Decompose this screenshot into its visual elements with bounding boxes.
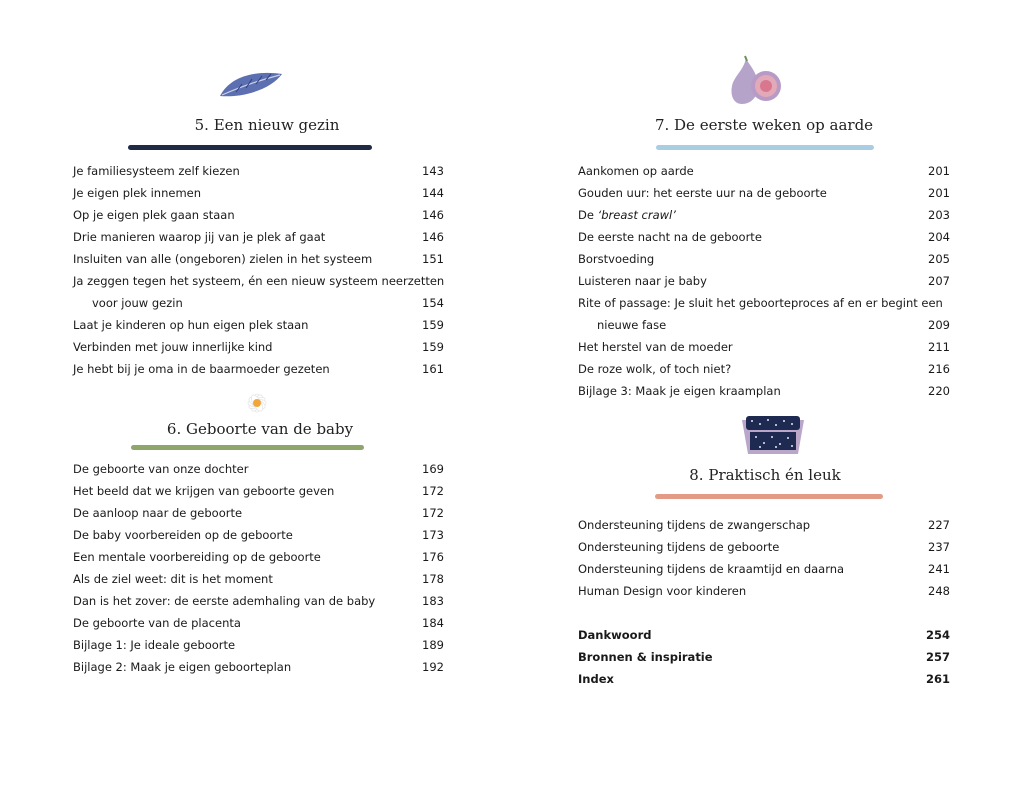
daisy-icon: [240, 386, 274, 420]
toc-entry[interactable]: Rite of passage: Je sluit het geboorteproces af en er begint een: [578, 296, 943, 310]
toc-entry[interactable]: Human Design voor kinderen 248: [578, 584, 950, 598]
toc-entry[interactable]: Als de ziel weet: dit is het moment 178: [73, 572, 444, 586]
section-7-underline: [656, 145, 874, 150]
toc-entry[interactable]: Insluiten van alle (ongeboren) zielen in het systeem 151: [73, 252, 444, 266]
toc-entry[interactable]: Gouden uur: het eerste uur na de geboorte 201: [578, 186, 950, 200]
toc-entry[interactable]: De geboorte van de placenta 184: [73, 616, 444, 630]
toc-entry[interactable]: De ‘breast crawl’ 203: [578, 208, 950, 222]
right-page: [512, 0, 1024, 788]
toc-entry-bronnen[interactable]: Bronnen & inspiratie 257: [578, 650, 950, 664]
section-8-underline: [655, 494, 883, 499]
toc-entry[interactable]: De baby voorbereiden op de geboorte 173: [73, 528, 444, 542]
toc-entry[interactable]: Borstvoeding 205: [578, 252, 950, 266]
toc-entry[interactable]: Ondersteuning tijdens de geboorte 237: [578, 540, 950, 554]
toc-entry[interactable]: Het herstel van de moeder 211: [578, 340, 950, 354]
toc-entry[interactable]: Ondersteuning tijdens de zwangerschap 227: [578, 518, 950, 532]
toc-entry[interactable]: De aanloop naar de geboorte 172: [73, 506, 444, 520]
toc-entry-continuation[interactable]: nieuwe fase 209: [597, 318, 950, 332]
toc-entry[interactable]: Op je eigen plek gaan staan 146: [73, 208, 444, 222]
toc-entry[interactable]: Bijlage 2: Maak je eigen geboorteplan 192: [73, 660, 444, 674]
toc-entry-index[interactable]: Index 261: [578, 672, 950, 686]
fig-icon: [728, 54, 786, 106]
toc-entry[interactable]: Een mentale voorbereiding op de geboorte 176: [73, 550, 444, 564]
section-5-heading: 5. Een nieuw gezin: [194, 116, 340, 134]
toc-entry[interactable]: Laat je kinderen op hun eigen plek staan 159: [73, 318, 444, 332]
toc-entry[interactable]: Je eigen plek innemen 144: [73, 186, 444, 200]
toc-entry[interactable]: Verbinden met jouw innerlijke kind 159: [73, 340, 444, 354]
toc-entry[interactable]: De roze wolk, of toch niet? 216: [578, 362, 950, 376]
toc-entry-dankwoord[interactable]: Dankwoord 254: [578, 628, 950, 642]
toc-entry[interactable]: Bijlage 3: Maak je eigen kraamplan 220: [578, 384, 950, 398]
toc-entry[interactable]: De geboorte van onze dochter 169: [73, 462, 444, 476]
toc-entry[interactable]: Ondersteuning tijdens de kraamtijd en daarna 241: [578, 562, 950, 576]
section-7-heading: 7. De eerste weken op aarde: [654, 116, 874, 134]
toc-entry[interactable]: Drie manieren waarop jij van je plek af gaat 146: [73, 230, 444, 244]
toc-entry[interactable]: Aankomen op aarde 201: [578, 164, 950, 178]
toc-entry[interactable]: Dan is het zover: de eerste ademhaling van de baby 183: [73, 594, 444, 608]
toc-entry[interactable]: Luisteren naar je baby 207: [578, 274, 950, 288]
toc-entry[interactable]: Het beeld dat we krijgen van geboorte geven 172: [73, 484, 444, 498]
toc-entry[interactable]: Bijlage 1: Je ideale geboorte 189: [73, 638, 444, 652]
section-6-heading: 6. Geboorte van de baby: [166, 420, 354, 438]
toc-entry[interactable]: De eerste nacht na de geboorte 204: [578, 230, 950, 244]
toc-entry[interactable]: Je familiesysteem zelf kiezen 143: [73, 164, 444, 178]
section-5-underline: [128, 145, 372, 150]
toc-entry[interactable]: Ja zeggen tegen het systeem, én een nieuw systeem neerzetten: [73, 274, 445, 288]
toc-entry[interactable]: Je hebt bij je oma in de baarmoeder gezeten 161: [73, 362, 444, 376]
berry-basket-icon: [738, 412, 808, 458]
feather-icon: [216, 66, 288, 102]
section-8-heading: 8. Praktisch én leuk: [689, 466, 841, 484]
section-6-underline: [131, 445, 364, 450]
toc-entry-continuation[interactable]: voor jouw gezin 154: [92, 296, 444, 310]
